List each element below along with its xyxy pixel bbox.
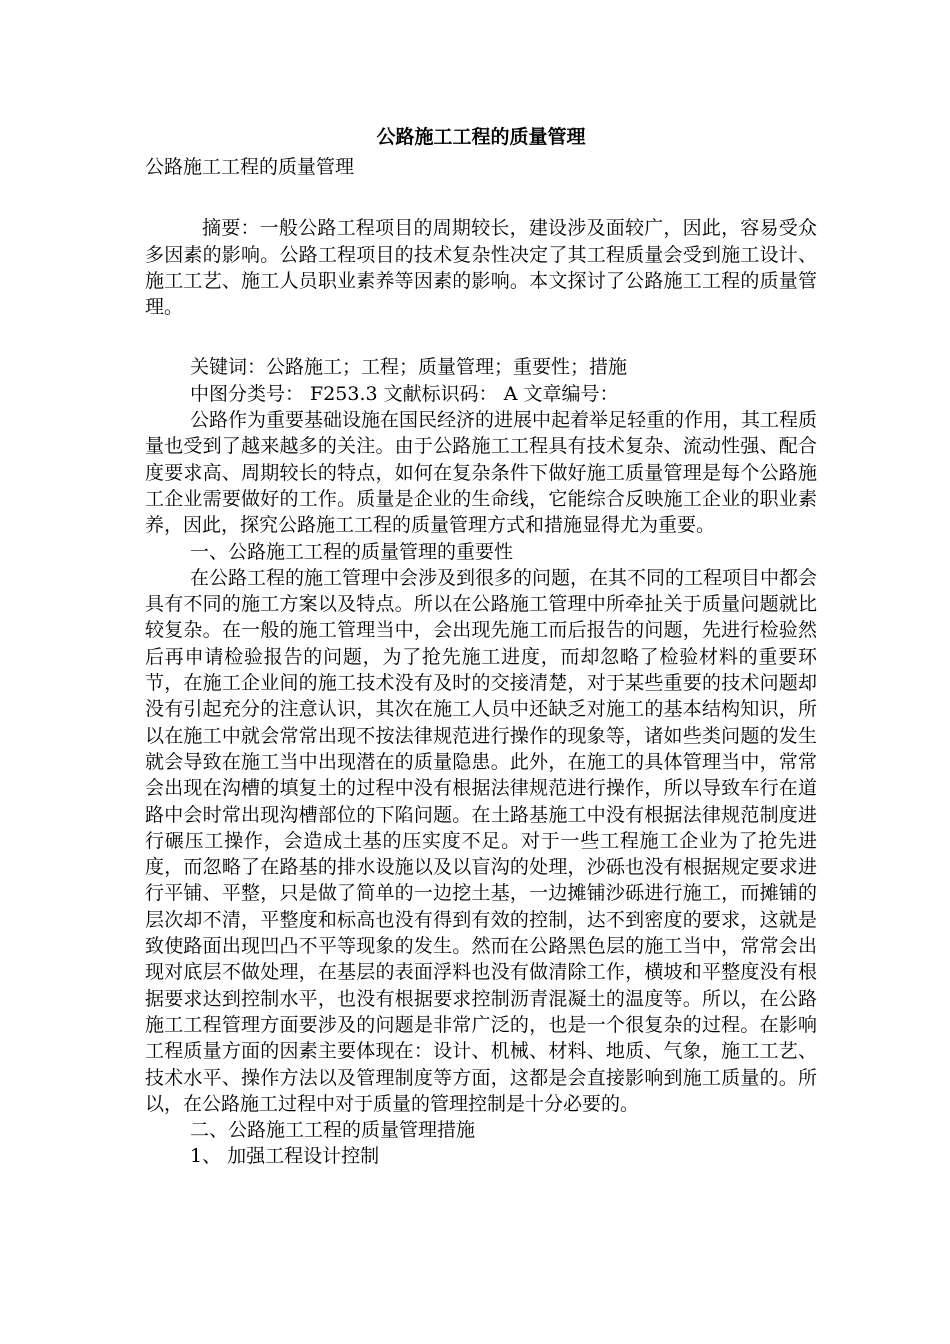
intro-paragraph: 公路作为重要基础设施在国民经济的进展中起着举足轻重的作用，其工程质量也受到了越来越多的关注。由于公路施工工程具有技术复杂、流动性强、配合度要求高、周期较长的特点，如何在复杂条件下做好施工质量管理是每个公路施工企业需要做好的工作。质量是企业的生命线，它能综合反映施工企业的职业素养，因此，探究公路施工工程的质量管理方式和措施显得尤为重要。 bbox=[145, 409, 818, 537]
section2-item-1: 1、 加强工程设计控制 bbox=[190, 1145, 380, 1168]
section1-heading: 一、公路施工工程的质量管理的重要性 bbox=[190, 540, 514, 563]
document-title: 公路施工工程的质量管理 bbox=[376, 126, 586, 148]
section1-paragraph: 在公路工程的施工管理中会涉及到很多的问题，在其不同的工程项目中都会具有不同的施工方案以及特点。所以在公路施工管理中所牵扯关于质量问题就比较复杂。在一般的施工管理当中，会出现先施工而后报告的问题，先进行检验然后再申请检验报告的问题，为了抢先施工进度，而却忽略了检验材料的重要环节，在施工企业间的施工技术没有及时的交接清楚，对于某些重要的技术问题却没有引起充分的注意认识，其次在施工人员中还缺乏对施工的基本结构知识，所以在施工中就会常常出现不按法律规范进行操作的现象等，诸如些类问题的发生就会导致在施工当中出现潜在的质量隐患。此外，在施工的具体管理当中，常常会出现在沟槽的填复土的过程中没有根据法律规范进行操作，所以导致车行在道路中会时常出现沟槽部位的下陷问题。在土路基施工中没有根据法律规范制度进行碾压工操作，会造成土基的压实度不足。对于一些工程施工企业为了抢先进度，而忽略了在路基的排水设施以及以盲沟的处理，沙砾也没有根据规定要求进行平铺、平整，只是做了简单的一边挖土基，一边摊铺沙砾进行施工，而摊铺的层次却不清，平整度和标高也没有得到有效的控制，达不到密度的要求，这就是致使路面出现凹凸不平等现象的发生。然而在公路黑色层的施工当中，常常会出现对底层不做处理，在基层的表面浮料也没有做清除工作，横坡和平整度没有根据要求达到控制水平，也没有根据要求控制沥青混凝土的温度等。所以，在公路施工工程管理方面要涉及的问题是非常广泛的，也是一个很复杂的过程。在影响工程质量方面的因素主要体现在：设计、机械、材料、地质、气象，施工工艺、技术水平、操作方法以及管理制度等方面，这都是会直接影响到施工质量的。所以，在公路施工过程中对于质量的管理控制是十分必要的。 bbox=[145, 566, 818, 1115]
abstract-paragraph: 摘要：一般公路工程项目的周期较长，建设涉及面较广，因此，容易受众多因素的影响。公路工程项目的技术复杂性决定了其工程质量会受到施工设计、施工工艺、施工人员职业素养等因素的影响。本文探讨了公路施工工程的质量管理。 bbox=[145, 217, 817, 319]
document-subtitle: 公路施工工程的质量管理 bbox=[145, 156, 355, 178]
classification-line: 中图分类号： F253.3 文献标识码： A 文章编号： bbox=[190, 382, 619, 405]
section2-heading: 二、公路施工工程的质量管理措施 bbox=[190, 1119, 476, 1142]
keywords-line: 关键词：公路施工；工程；质量管理；重要性；措施 bbox=[190, 356, 628, 379]
document-body bbox=[145, 120, 817, 1170]
